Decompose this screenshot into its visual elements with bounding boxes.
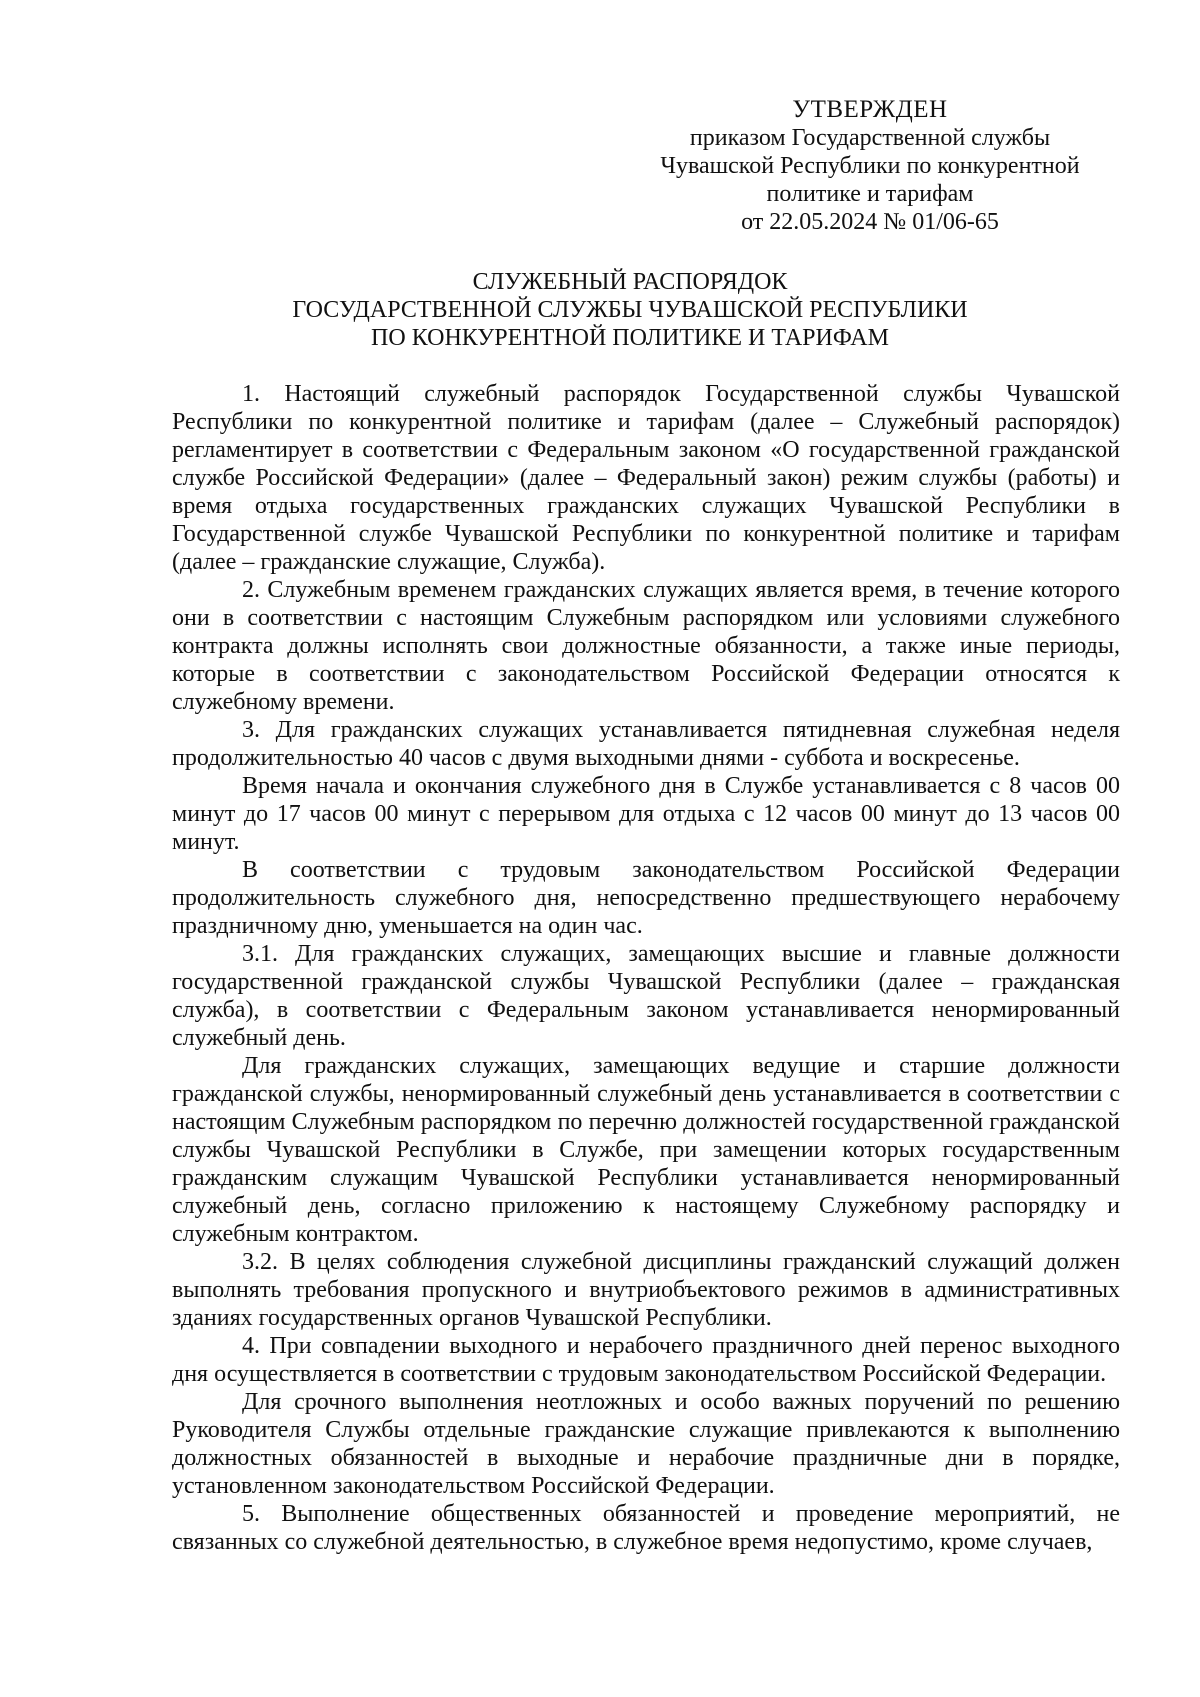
paragraph-3-2: 3.2. В целях соблюдения служебной дисциплины гражданский служащий должен выполнять требования пропускного и внутриобъектового режимов в административных зданиях государственных органов Чувашской Республики. xyxy=(172,1249,1120,1331)
title-line-2: ГОСУДАРСТВЕННОЙ СЛУЖБЫ ЧУВАШСКОЙ РЕСПУБЛИКИ xyxy=(292,297,968,323)
paragraph-3-preholiday: В соответствии с трудовым законодательством Российской Федерации продолжительность служебного дня, непосредственно предшествующего нерабочему праздничному дню, уменьшается на один час. xyxy=(172,857,1120,939)
paragraph-3: 3. Для гражданских служащих устанавливается пятидневная служебная неделя продолжительностью 40 часов с двумя выходными днями - суббота и воскресенье. xyxy=(172,717,1120,771)
paragraph-1: 1. Настоящий служебный распорядок Государственной службы Чувашской Республики по конкурентной политике и тарифам (далее – Служебный распорядок) регламентирует в соответствии с Федеральным законом «О государственной гражданской службе Российской Федерации» (далее – Федеральный закон) режим службы (работы) и время отдыха государственных гражданских служащих Чувашской Республики в Государственной службе Чувашской Республики по конкурентной политике и тарифам (далее – гражданские служащие, Служба). xyxy=(172,381,1120,575)
approval-line-date-number: от 22.05.2024 № 01/06-65 xyxy=(741,209,999,235)
approval-line-republic: Чувашской Республики по конкурентной xyxy=(660,153,1080,179)
approval-line-order: приказом Государственной службы xyxy=(689,125,1051,151)
document-title xyxy=(160,268,1100,352)
paragraph-3-1-lead-positions: Для гражданских служащих, замещающих ведущие и старшие должности гражданской службы, ненормированный служебный день устанавливается в соответствии с настоящим Служебным распорядком по перечню должностей государственной гражданской службы Чувашской Республики в Службе, при замещении которых государственным гражданским служащим Чувашской Республики устанавливается ненормированный служебный день, согласно приложению к настоящему Служебному распорядку и служебным контрактом. xyxy=(172,1053,1120,1247)
approval-line-policy: политике и тарифам xyxy=(766,181,974,207)
approval-heading: УТВЕРЖДЕН xyxy=(792,96,948,123)
title-line-3: ПО КОНКУРЕНТНОЙ ПОЛИТИКЕ И ТАРИФАМ xyxy=(371,325,889,351)
title-line-1: СЛУЖЕБНЫЙ РАСПОРЯДОК xyxy=(472,269,788,295)
paragraph-4: 4. При совпадении выходного и нерабочего праздничного дней перенос выходного дня осуществляется в соответствии с трудовым законодательством Российской Федерации. xyxy=(172,1333,1120,1387)
paragraph-2: 2. Служебным временем гражданских служащих является время, в течение которого они в соответствии с настоящим Служебным распорядком или условиями служебного контракта должны исполнять свои должностные обязанности, а также иные периоды, которые в соответствии с законодательством Российской Федерации относятся к служебному времени. xyxy=(172,577,1120,715)
paragraph-5: 5. Выполнение общественных обязанностей и проведение мероприятий, не связанных со служебной деятельностью, в служебное время недопустимо, кроме случаев, xyxy=(172,1501,1120,1555)
paragraph-4-urgent-duties: Для срочного выполнения неотложных и особо важных поручений по решению Руководителя Службы отдельные гражданские служащие привлекаются к выполнению должностных обязанностей в выходные и нерабочие праздничные дни в порядке, установленном законодательством Российской Федерации. xyxy=(172,1389,1120,1499)
paragraph-3-working-hours: Время начала и окончания служебного дня в Службе устанавливается с 8 часов 00 минут до 17 часов 00 минут с перерывом для отдыха с 12 часов 00 минут до 13 часов 00 минут. xyxy=(172,773,1120,855)
approval-block xyxy=(640,96,1100,236)
document-body xyxy=(172,380,1120,1556)
paragraph-3-1: 3.1. Для гражданских служащих, замещающих высшие и главные должности государственной гражданской службы Чувашской Республики (далее – гражданская служба), в соответствии с Федеральным законом устанавливается ненормированный служебный день. xyxy=(172,941,1120,1051)
